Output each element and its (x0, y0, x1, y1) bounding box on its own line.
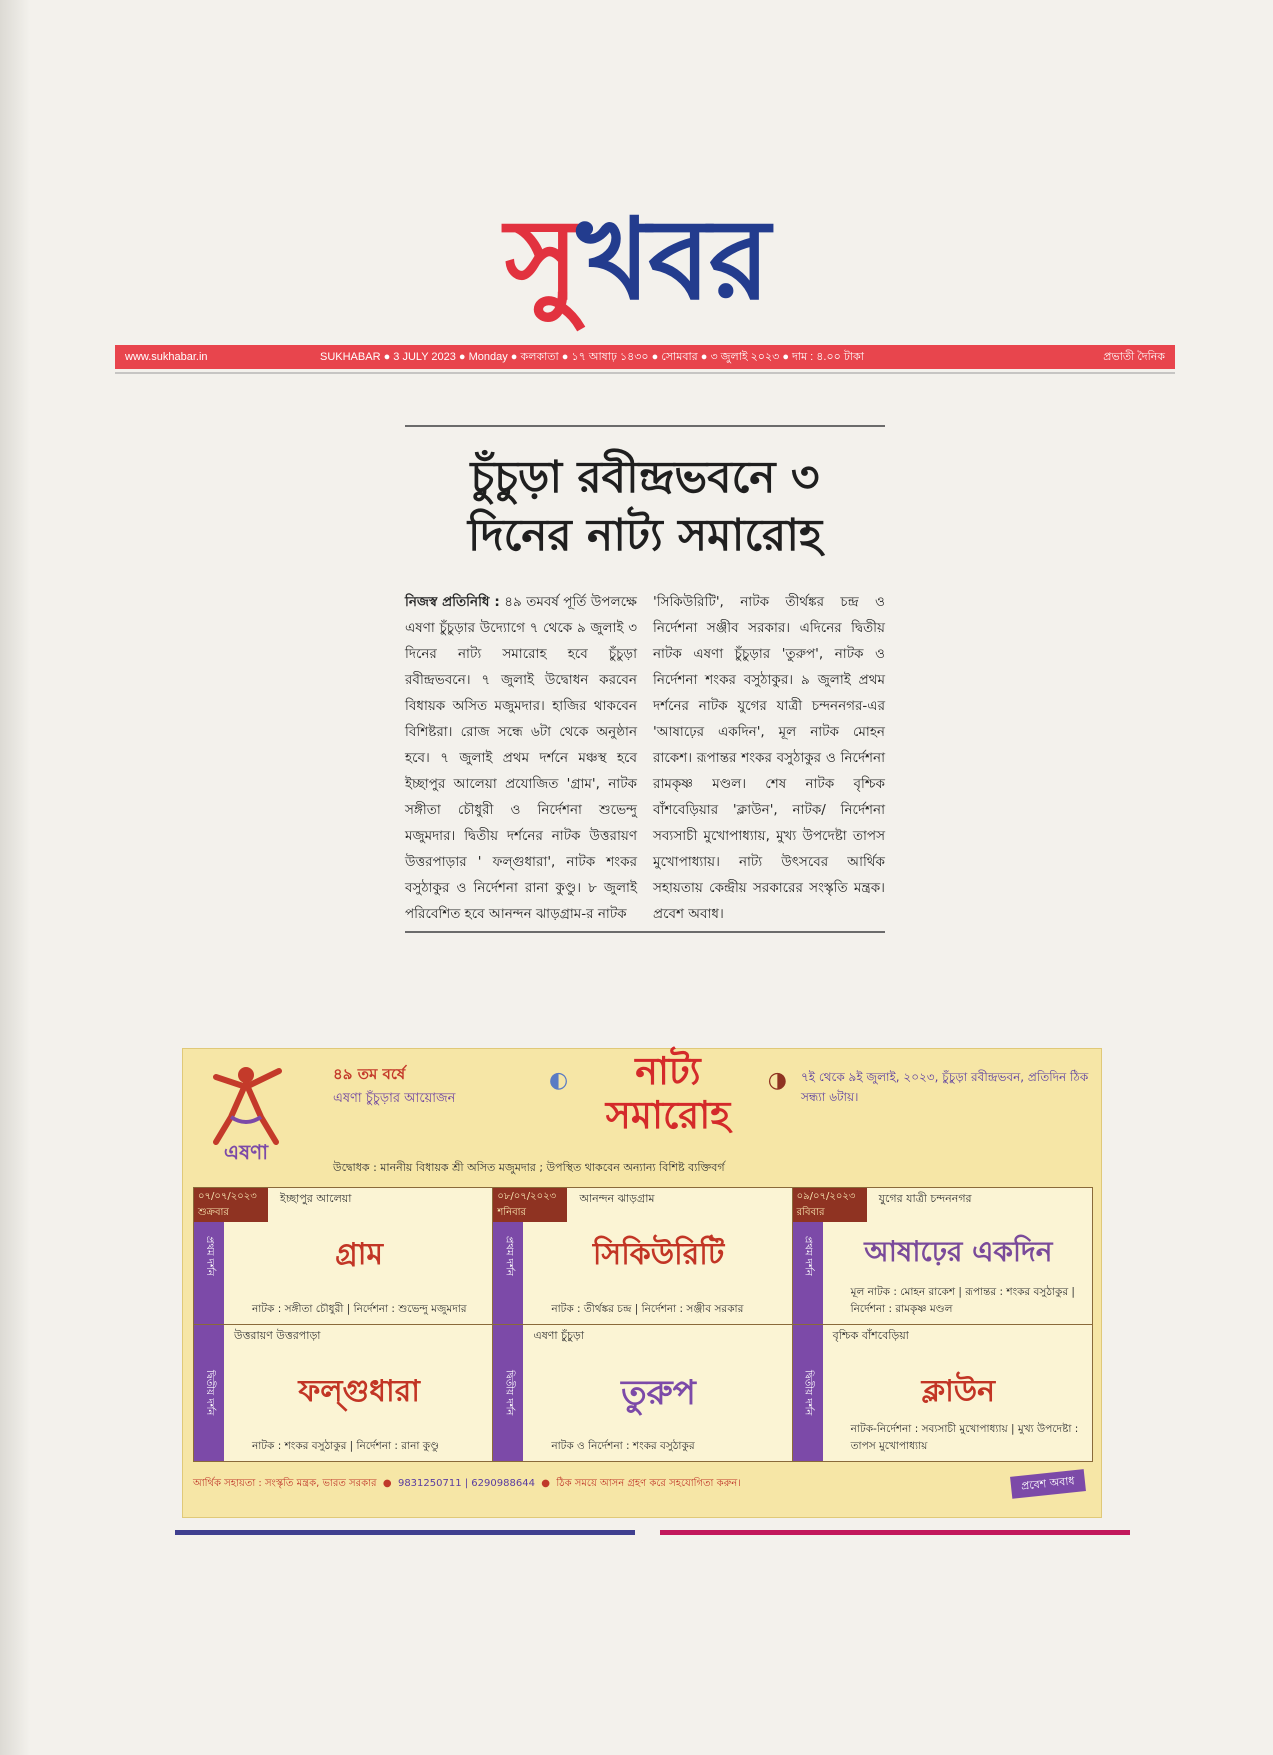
ad-title-line-1: নাট্য (635, 1049, 701, 1093)
schedule-cell (793, 1188, 1092, 1325)
show-tab: দ্বিতীয় দর্শন (493, 1325, 523, 1462)
newspaper-logo[interactable] (504, 195, 769, 325)
footer-rule-magenta (660, 1530, 1130, 1535)
group-name: যুগের যাত্রী চন্দননগর (878, 1192, 972, 1205)
headline-line-2: দিনের নাট্য সমারোহ (467, 510, 823, 561)
eshona-logo (201, 1057, 291, 1167)
news-article (405, 425, 885, 933)
schedule-cell (493, 1325, 792, 1462)
audience-note: ঠিক সময়ে আসন গ্রহণ করে সহযোগিতা করুন। (556, 1478, 741, 1489)
article-bottom-rule (405, 931, 885, 933)
ad-header (183, 1049, 1101, 1187)
ad-footer: আর্থিক সহায়তা : সংস্কৃতি মন্ত্রক, ভারত সরকার ● 9831250711 | 6290988644 ● ঠিক সময়ে আসন গ্রহণ করে সহযোগিতা করুন। প্রবেশ অবাধ (193, 1467, 1093, 1501)
play-title: ক্লাউন (921, 1373, 996, 1409)
ad-years: ৪৯ তম বর্ষে (333, 1065, 406, 1083)
logo-rest: খবর (576, 195, 769, 325)
tragedy-mask-icon: ◑ (767, 1068, 787, 1093)
date-tag: ০৮/০৭/২০২৩ শনিবার (493, 1188, 567, 1222)
festival-advertisement (182, 1048, 1102, 1518)
show-tab: প্রথম দর্শন (493, 1188, 523, 1324)
play-title: গ্রাম (335, 1237, 384, 1272)
dateline-strip (115, 345, 1175, 369)
play-title: ফল্গুধারা (298, 1373, 420, 1409)
article-headline (405, 449, 885, 565)
group-name: উত্তরায়ণ উত্তরপাড়া (234, 1328, 321, 1342)
show-tab: দ্বিতীয় দর্শন (793, 1325, 823, 1462)
article-body (405, 589, 885, 927)
article-text-2: 'সিকিউরিটি', নাটক তীর্থঙ্কর চন্দ্র ও নির্দেশনা সঞ্জীব সরকার। এদিনের দ্বিতীয় নাটক এষণা চুঁচুড়ার 'তুরুপ', নাটক ও নির্দেশনা শংকর বসুঠাকুর। ৯ জুলাই প্রথম দর্শনের নাটক যুগের যাত্রী চন্দননগর-এর 'আষাঢ়ের একদিন', মূল নাটক মোহন রাকেশ। রূপান্তর শংকর বসুঠাকুর ও নির্দেশনা রামকৃষ্ণ মণ্ডল। শেষ নাটক বৃশ্চিক বাঁশবেড়িয়ার 'ক্লাউন', নাটক/ নির্দেশনা সব্যসাচী মুখোপাধ্যায়, মুখ্য উপদেষ্টা তাপস মুখোপাধ্যায়। নাট্য উৎসবের আর্থিক সহায়তায় কেন্দ্রীয় সরকারের সংস্কৃতি মন্ত্রক। প্রবেশ অবাধ। (653, 594, 885, 922)
free-entry-badge: প্রবেশ অবাধ (1010, 1469, 1086, 1499)
contact-phones: 9831250711 | 6290988644 (397, 1478, 535, 1489)
show-tab: প্রথম দর্শন (793, 1188, 823, 1324)
masthead (0, 195, 1273, 325)
ad-title (549, 1049, 787, 1137)
edition-label: প্রভাতী দৈনিক (1103, 351, 1165, 363)
group-name: এষণা চুঁচুড়া (533, 1328, 585, 1342)
article-column-2 (653, 589, 885, 927)
ad-dates: ৭ই থেকে ৯ই জুলাই, ২০২৩, চুঁচুড়া রবীন্দ্রভবন, প্রতিদিন ঠিক সন্ধ্যা ৬টায়। (801, 1070, 1089, 1104)
play-credits: নাটক : সঙ্গীতা চৌধুরী | নির্দেশনা : শুভেন্দু মজুমদার (252, 1302, 467, 1315)
play-title: তুরুপ (621, 1372, 696, 1413)
schedule-grid (193, 1187, 1093, 1462)
schedule-cell (194, 1325, 493, 1462)
article-text-1: ৪৯ তমবর্ষ পূর্তি উপলক্ষে এষণা চুঁচুড়ার উদ্যোগে ৭ থেকে ৯ জুলাই ৩ দিনের নাট্য সমারোহ হবে চুঁচুড়া রবীন্দ্রভবনে। ৭ জুলাই উদ্বোধন করবেন বিধায়ক অসিত মজুমদার। হাজির থাকবেন বিশিষ্টরা। রোজ সন্ধে ৬টা থেকে অনুষ্ঠান হবে। ৭ জুলাই প্রথম দর্শনে মঞ্চস্থ হবে ইচ্ছাপুর আলেয়া প্রযোজিত 'গ্রাম', নাটক সঙ্গীতা চৌধুরী ও নির্দেশনা শুভেন্দু মজুমদার। দ্বিতীয় দর্শনের নাটক উত্তরায়ণ উত্তরপাড়ার ' ফল্গুধারা', নাটক শংকর বসুঠাকুর ও নির্দেশনা রানা কুণ্ডু। ৮ জুলাই পরিবেশিত হবে আনন্দন ঝাড়গ্রাম-র নাটক (405, 594, 637, 922)
group-name: বৃশ্চিক বাঁশবেড়িয়া (832, 1328, 909, 1342)
ad-inauguration: উদ্বোধক : মাননীয় বিধায়ক শ্রী অসিত মজুমদার ; উপস্থিত থাকবেন অন্যান্য বিশিষ্ট ব্যক্তিবর্গ (333, 1161, 725, 1174)
financial-support: আর্থিক সহায়তা : সংস্কৃতি মন্ত্রক, ভারত সরকার (193, 1478, 377, 1489)
play-title: সিকিউরিটি (592, 1237, 725, 1272)
ad-title-line-2: সমারোহ (605, 1093, 731, 1137)
play-title: আষাঢ়ের একদিন (864, 1235, 1053, 1268)
headline-line-1: চুঁচুড়া রবীন্দ্রভবনে ৩ (470, 452, 820, 503)
logo-prefix: সু (504, 195, 577, 325)
schedule-cell (493, 1188, 792, 1325)
article-column-1 (405, 589, 637, 927)
play-credits: নাটক : তীর্থঙ্কর চন্দ্র | নির্দেশনা : সঞ্জীব সরকার (551, 1302, 744, 1315)
date-tag: ০৭/০৭/২০২৩ শুক্রবার (194, 1188, 268, 1222)
group-name: আনন্দন ঝাড়গ্রাম (579, 1192, 655, 1205)
schedule-cell (793, 1325, 1092, 1462)
schedule-cell (194, 1188, 493, 1325)
show-tab: দ্বিতীয় দর্শন (194, 1325, 224, 1462)
byline: নিজস্ব প্রতিনিধি : (405, 594, 500, 610)
show-tab: প্রথম দর্শন (194, 1188, 224, 1324)
group-name: ইচ্ছাপুর আলেয়া (280, 1192, 352, 1205)
play-credits: নাটক ও নির্দেশনা : শংকর বসুঠাকুর (551, 1440, 695, 1452)
dateline-text: SUKHABAR ● 3 JULY 2023 ● Monday ● কলকাতা ● ১৭ আষাঢ় ১৪৩০ ● সোমবার ● ৩ জুলাই ২০২৩ ● দাম : ৪.০০ টাকা (320, 351, 864, 363)
ad-logo-text: এষণা (223, 1140, 269, 1164)
footer-rule-blue (175, 1530, 635, 1535)
comedy-mask-icon: ◐ (549, 1068, 569, 1093)
article-top-rule (405, 425, 885, 427)
website-link[interactable]: www.sukhabar.in (125, 351, 208, 363)
date-tag: ০৯/০৭/২০২৩ রবিবার (793, 1188, 867, 1222)
play-credits: নাটক : শংকর বসুঠাকুর | নির্দেশনা : রানা কুণ্ডু (252, 1440, 440, 1452)
ad-organiser: এষণা চুঁচুড়ার আয়োজন (333, 1091, 456, 1106)
strip-divider (115, 372, 1175, 374)
play-credits: মূল নাটক : মোহন রাকেশ | রূপান্তর : শংকর বসুঠাকুর | নির্দেশনা : রামকৃষ্ণ মণ্ডল (850, 1285, 1075, 1315)
play-credits: নাটক-নির্দেশনা : সব্যসাচী মুখোপাধ্যায় | মুখ্য উপদেষ্টা : তাপস মুখোপাধ্যায় (850, 1423, 1079, 1452)
